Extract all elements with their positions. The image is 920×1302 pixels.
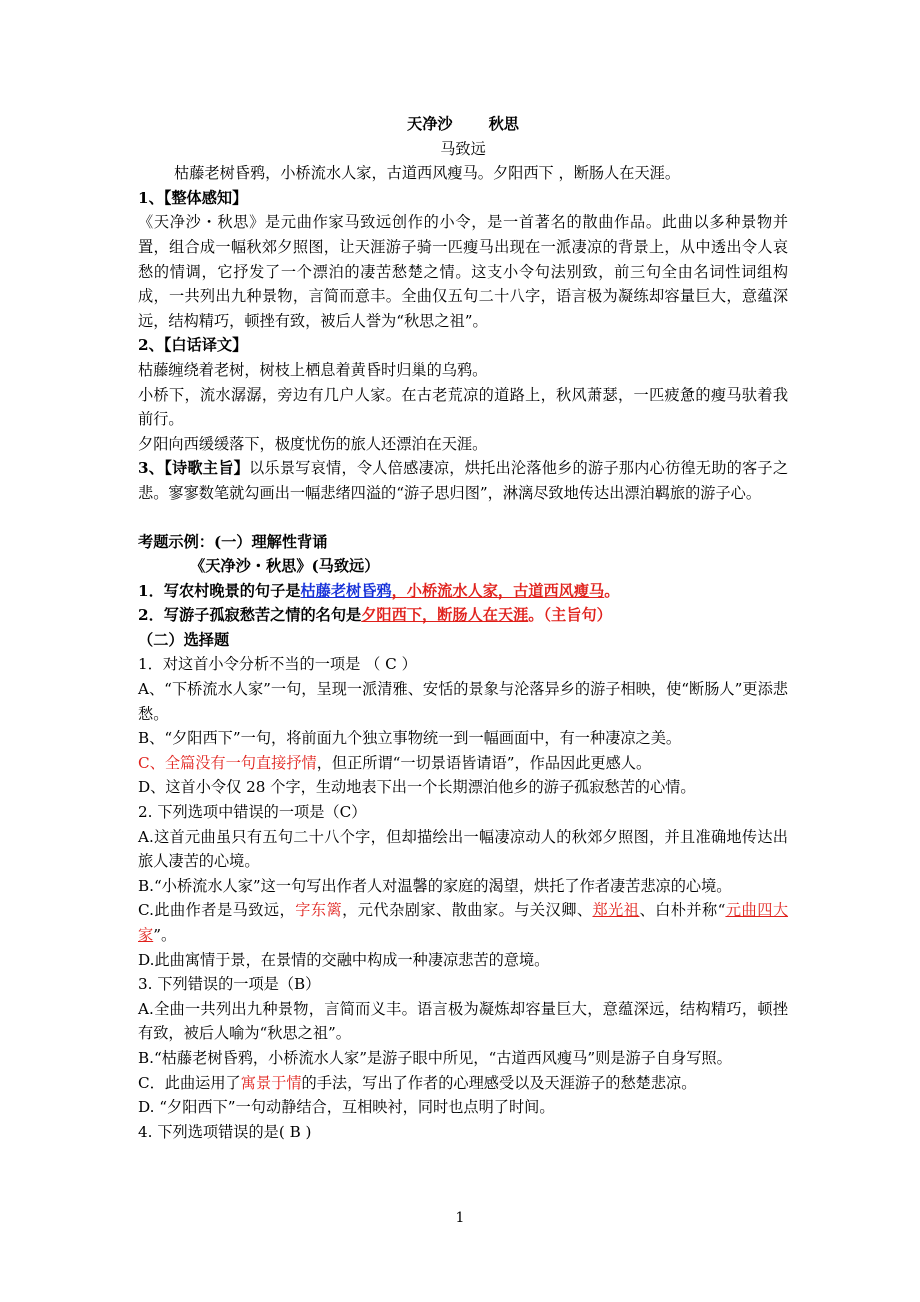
- choice-q2-option-b: B.“小桥流水人家”这一句写出作者人对温馨的家庭的渴望，烘托了作者凄苦悲凉的心境。: [138, 876, 732, 895]
- exam-q2: [138, 603, 788, 628]
- exam-q2-prefix: 2．写游子孤寂愁苦之情的名句是: [138, 606, 362, 625]
- choice-q1-option-a: A、“下桥流水人家”一句，呈现一派清雅、安恬的景象与沦落异乡的游子相映，使“断肠人”更添悲愁。: [138, 680, 788, 723]
- choice-q3-stem: 3. 下列错误的一项是（B）: [138, 975, 321, 994]
- poem-text: 枯藤老树昏鸦，小桥流水人家，古道西风瘦马。夕阳西下 ，断肠人在天涯。: [174, 164, 681, 183]
- choice-q1-stem: 1．对这首小令分析不当的一项是 （ C ）: [138, 655, 417, 674]
- choice-q3-option-c: [138, 1071, 788, 1096]
- choice-q3-option-d: D. “夕阳西下”一句动静结合，互相映衬，同时也点明了时间。: [138, 1098, 555, 1117]
- choice-q4-stem: 4. 下列选项错误的是( B ): [138, 1122, 312, 1141]
- choice-q2-stem: 2. 下列选项中错误的一项是（C）: [138, 803, 367, 822]
- exam-heading: 考题示例：(一）理解性背诵: [138, 532, 328, 551]
- choice-q2-c-part3: 、白朴并称“: [639, 901, 726, 920]
- choice-q1-option-c: [138, 751, 788, 776]
- exam-q1-prefix: 1．写农村晚景的句子是: [138, 581, 301, 600]
- section-1-heading: 1、【整体感知】: [138, 188, 248, 207]
- section-2-heading: 2、【白话译文】: [138, 336, 248, 355]
- exam-q2-end: 。: [528, 606, 544, 625]
- section-1-body: 《天净沙・秋思》是元曲作家马致远创作的小令，是一首著名的散曲作品。此曲以多种景物并置，组合成一幅秋郊夕照图，让天涯游子骑一匹瘦马出现在一派凄凉的背景上，从中透出令人哀愁的情调，它抒发了一个漂泊的凄苦愁楚之情。这支小令句法别致，前三句全由名词性词组构成，一共列出九种景物，言简而意丰。全曲仅五句二十八字，语言极为凝练却容量巨大，意蕴深远，结构精巧，顿挫有致，被后人誉为“秋思之祖”。: [138, 213, 788, 330]
- poem-title-sub: 秋思: [488, 115, 519, 133]
- page-number: 1: [455, 1210, 465, 1226]
- choice-q2-c-part2: ，元代杂剧家、散曲家。与关汉卿、: [342, 901, 593, 920]
- choice-q1-c-prefix: C、: [138, 753, 165, 772]
- section-3-heading: 3、【诗歌主旨】: [138, 459, 250, 478]
- exam-q2-note: （主旨句）: [543, 606, 612, 625]
- choice-q2-option-a: A.这首元曲虽只有五句二十八个字，但却描绘出一幅凄凉动人的秋郊夕照图，并且准确地传达出旅人凄苦的心境。: [138, 827, 788, 871]
- poem-author: 马致远: [440, 139, 486, 158]
- choice-q2-c-highlight-1: 字东篱: [295, 901, 343, 920]
- choice-q1-c-rest: ，但正所谓“一切景语皆请语”，作品因此更感人。: [316, 753, 652, 772]
- document-page: [138, 112, 788, 1144]
- poem-title: [138, 112, 788, 137]
- choice-q3-c-part2: 的手法，写出了作者的心理感受以及天涯游子的愁楚悲凉。: [301, 1073, 697, 1092]
- choice-q3-option-b: B.“枯藤老树昏鸦，小桥流水人家”是游子眼中所见，“古道西风瘦马”则是游子自身写照。: [138, 1048, 732, 1067]
- translation-line-1: 枯藤缠绕着老树，树枝上栖息着黄昏时归巢的乌鸦。: [138, 360, 488, 379]
- choice-heading: （二）选择题: [138, 630, 230, 649]
- exam-q1-answer-a: 枯藤老树昏鸦: [300, 581, 392, 600]
- choice-q1-option-b: B、“夕阳西下”一句，将前面九个独立事物统一到一幅画面中，有一种凄凉之美。: [138, 729, 682, 748]
- section-3: [138, 456, 788, 505]
- choice-q1-c-highlight: 全篇没有一句直接抒情: [164, 753, 317, 772]
- choice-q3-option-a: A.全曲一共列出九种景物，言简而义丰。语言极为凝炼却容量巨大，意蕴深远，结构精巧，顿挫有致，被后人喻为“秋思之祖”。: [138, 999, 788, 1043]
- exam-q2-answer: 夕阳西下，断肠人在天涯: [361, 606, 529, 625]
- choice-q2-c-highlight-3: 元曲四大家: [138, 901, 789, 944]
- choice-q1-option-d: D、这首小令仅 28 个字，生动地表下出一个长期漂泊他乡的游子孤寂愁苦的心情。: [138, 778, 696, 797]
- translation-line-3: 夕阳向西缓缓落下，极度忧伤的旅人还漂泊在天涯。: [138, 434, 488, 453]
- translation-line-2: 小桥下，流水潺潺，旁边有几户人家。在古老荒凉的道路上，秋风萧瑟，一匹疲惫的瘦马驮着我前行。: [138, 385, 788, 429]
- choice-q2-option-d: D.此曲寓情于景，在景情的交融中构成一种凄凉悲苦的意境。: [138, 950, 550, 969]
- choice-q2-option-c: [138, 898, 788, 947]
- section-3-body: 以乐景写哀情，令人倍感凄凉，烘托出沦落他乡的游子那内心彷徨无助的客子之悲。寥寥数笔就勾画出一幅悲绪四溢的“游子思归图”，淋漓尽致地传达出漂泊羁旅的游子心。: [138, 459, 789, 502]
- exam-q1: [138, 579, 788, 604]
- exam-q1-answer-b: ，小桥流水人家，古道西风瘦马: [391, 581, 605, 600]
- poem-title-main: 天净沙: [407, 115, 453, 133]
- choice-q2-c-part4: ”。: [153, 926, 177, 944]
- choice-q3-c-part1: C．此曲运用了: [138, 1073, 241, 1092]
- choice-q2-c-highlight-2: 郑光祖: [592, 901, 640, 920]
- exam-poem-ref: 《天净沙・秋思》(马致远）: [190, 557, 380, 576]
- choice-q2-c-part1: C.此曲作者是马致远，: [138, 901, 296, 920]
- exam-q1-end: 。: [604, 581, 620, 600]
- choice-q3-c-highlight: 寓景于情: [240, 1073, 302, 1092]
